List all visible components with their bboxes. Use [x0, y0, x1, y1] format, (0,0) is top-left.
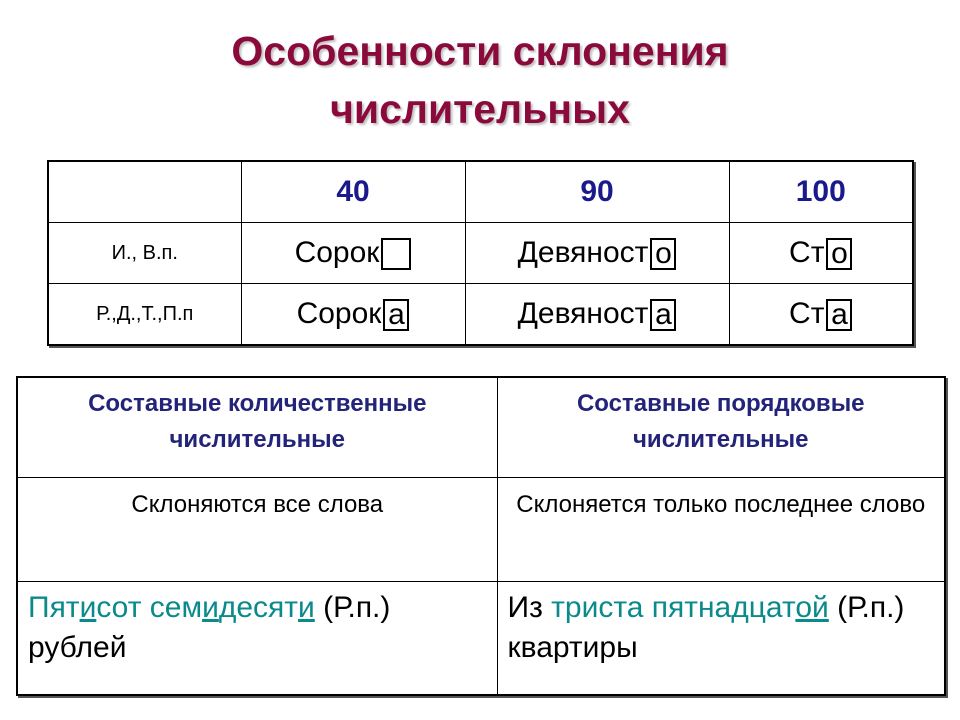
case-label: И., В.п.: [48, 223, 241, 284]
table-row: [48, 284, 913, 346]
word-cell: [241, 284, 465, 346]
table-row: [17, 477, 945, 581]
declension-table: [47, 160, 914, 346]
header-cell-40: 40: [241, 161, 465, 223]
compound-numerals-table: [16, 376, 946, 696]
word-stem: Девяност: [517, 296, 649, 330]
word-cell: [465, 223, 729, 284]
header-cardinal: Составные количественные числительные: [17, 377, 497, 477]
ending-box: а: [650, 299, 676, 331]
example-text: триста пятнадцат: [551, 590, 796, 624]
example-ending: ой: [795, 590, 829, 624]
example-text: (Р.п.) квартиры: [507, 590, 905, 664]
page-title: [0, 22, 960, 138]
word-stem: Сорок: [296, 296, 382, 330]
word-cell: [241, 223, 465, 284]
example-text: сем: [141, 590, 203, 624]
example-ending: и: [79, 590, 97, 624]
table-header-row: [17, 377, 945, 477]
ending-box: а: [826, 299, 852, 331]
table-row: [17, 581, 945, 695]
rule-cardinal: Склоняются все слова: [17, 477, 497, 581]
word-cell: [729, 284, 913, 346]
title-line-1: Особенности склонения: [231, 28, 729, 74]
example-ending: и: [202, 590, 219, 624]
example-text: десят: [218, 590, 299, 624]
word-stem: Девяност: [517, 235, 649, 269]
ending-box: о: [650, 238, 676, 270]
example-text: (Р.п.) рублей: [28, 590, 391, 664]
case-label: Р.,Д.,Т.,П.п: [48, 284, 241, 346]
word-stem: Ст: [789, 296, 825, 330]
word-cell: [465, 284, 729, 346]
example-text: Из: [507, 590, 552, 624]
rule-ordinal: Склоняется только последнее слово: [497, 477, 945, 581]
example-ending: и: [298, 590, 315, 624]
example-text: сот: [96, 590, 142, 624]
word-stem: Сорок: [294, 235, 380, 269]
header-cell-90: 90: [465, 161, 729, 223]
title-line-2: числительных: [330, 86, 630, 132]
ending-box: о: [826, 238, 852, 270]
word-stem: Ст: [789, 235, 825, 269]
table-header-row: [48, 161, 913, 223]
header-ordinal: Составные порядковые числительные: [497, 377, 945, 477]
word-cell: [729, 223, 913, 284]
ending-box: а: [383, 299, 409, 331]
header-cell-empty: [48, 161, 241, 223]
example-cardinal: [17, 581, 497, 695]
ending-box: [381, 238, 411, 270]
table-row: [48, 223, 913, 284]
example-ordinal: [497, 581, 945, 695]
example-text: Пят: [28, 590, 80, 624]
header-cell-100: 100: [729, 161, 913, 223]
